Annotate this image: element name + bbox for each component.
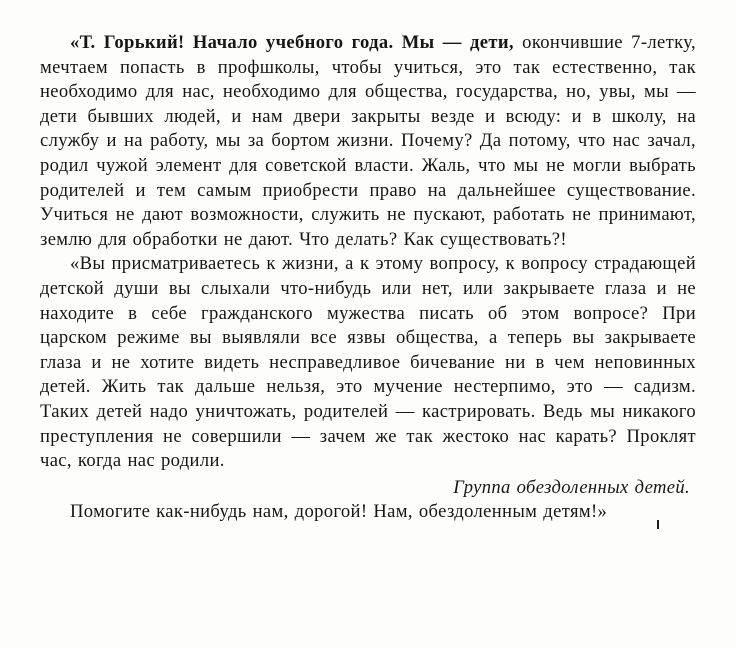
paragraph-1-opening: «Т. Горький! Начало учебного года. Мы — дети, — [70, 32, 514, 53]
paragraph-1-body: окончившие 7-летку, мечтаем попасть в профшколы, чтобы учиться, это так естественно, так необходимо для нас, необходимо для общества, государства, но, увы, мы — дети бывших людей, и нам двери закрыты везде и всюду: и в школу, на службу и на работу, мы за бортом жизни. Почему? Да потому, что нас зачал, родил чужой элемент для советской власти. Жаль, что мы не могли выбрать родителей и тем самым приобрести право на дальнейшее существование. Учиться не дают возможности, служить не пускают, работать не принимают, землю для обработки не дают. Что делать? Как существовать?! — [40, 32, 696, 250]
letter-text — [40, 31, 696, 525]
print-mark — [657, 520, 659, 529]
signature: Группа обездоленных детей. — [453, 476, 690, 498]
paragraph-1 — [40, 31, 696, 252]
closing-line: Помогите как-нибудь нам, дорогой! Нам, обездоленным детям!» — [70, 501, 608, 523]
paragraph-2: «Вы присматриваетесь к жизни, а к этому вопросу, к вопросу страдающей детской души вы слыхали что-нибудь или нет, или закрываете глаза и не находите в себе гражданского мужества писать об этом вопросе? При царском режиме вы выявляли все язвы общества, а теперь вы закрываете глаза и не хотите видеть несправедливое бичевание ни в чем неповинных детей. Жить так дальше нельзя, это мучение нестерпимо, это — садизм. Таких детей надо уничтожать, родителей — кастрировать. Ведь мы никакого преступления не совершили — зачем же так жестоко нас карать? Проклят час, когда нас родили. — [40, 253, 696, 472]
